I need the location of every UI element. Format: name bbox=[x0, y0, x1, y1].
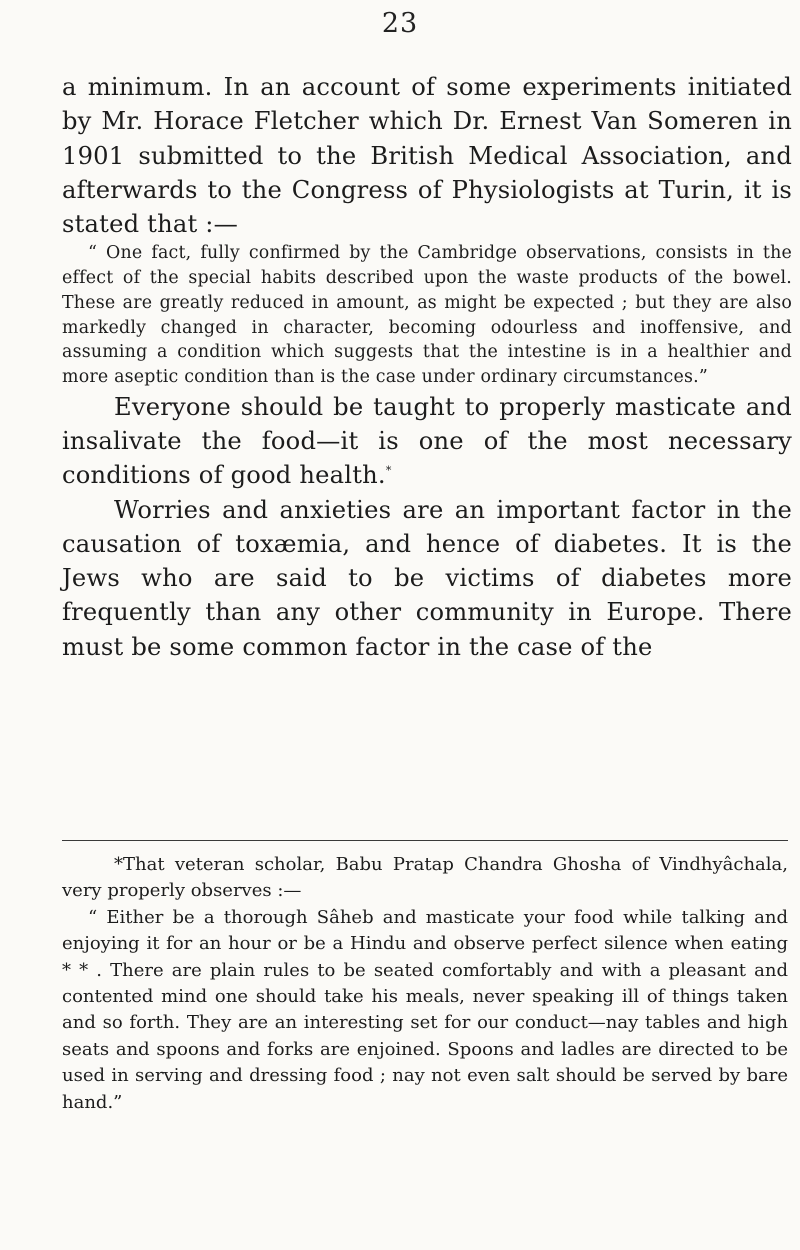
footnote-lead: *That veteran scholar, Babu Pratap Chandra Ghosha of Vindhyâchala, very properly observes :— bbox=[62, 854, 788, 902]
footnote-quote: “ Either be a thorough Sâheb and masticate your food while talking and enjoying it for an hour or be a Hindu and observe perfect silence when eating * * . There are plain rules to be seated comfortably and with a pleasant and contented mind one should take his meals, never speaking ill of things taken and so forth. They are an interesting set for our conduct—nay tables and high seats and spoons and forks are enjoined. Spoons and ladles are directed to be used in serving and dressing food ; nay not even salt should be served by bare hand.” bbox=[62, 906, 788, 1113]
footnote bbox=[62, 852, 788, 1116]
paragraph-mastication bbox=[62, 390, 792, 493]
paragraph-worries: Worries and anxieties are an important factor in the causation of toxæmia, and hence of diabetes. It is the Jews who are said to be victims of diabetes more frequently than any other community in Europe. There must be some common factor in the case of the bbox=[62, 495, 792, 661]
block-quote: “ One fact, fully confirmed by the Cambridge observations, consists in the effect of the special habits described upon the waste products of the bowel. These are greatly reduced in amount, as might be expected ; but they are also markedly changed in character, becoming odourless and inoffensive, and assuming a condition which suggests that the intestine is in a healthier and more aseptic condition than is the case under ordinary circumstances.” bbox=[62, 243, 792, 387]
footnote-rule bbox=[62, 840, 788, 841]
opening-paragraph: a minimum. In an account of some experiments initiated by Mr. Horace Fletcher which Dr. Ernest Van Someren in 1901 submitted to the British Medical Association, and afterwards to the Congress of Physiologists at Turin, it is stated that :— bbox=[62, 73, 792, 239]
main-text bbox=[62, 70, 792, 664]
page-number: 23 bbox=[381, 8, 419, 39]
paragraph-mastication-text: Everyone should be taught to properly masticate and insalivate the food—it is one of the most necessary conditions of good health. bbox=[62, 392, 792, 490]
footnote-marker: * bbox=[385, 464, 392, 478]
